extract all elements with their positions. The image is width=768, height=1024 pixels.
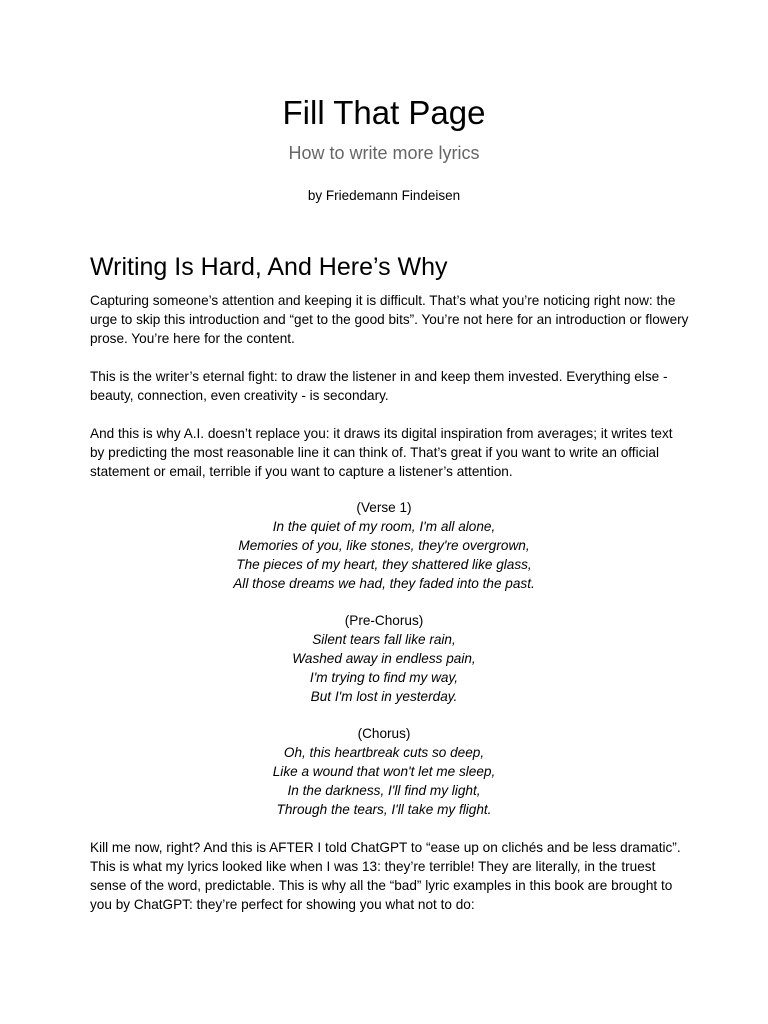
lyric-line: Like a wound that won't let me sleep, <box>272 764 496 779</box>
lyric-line: Through the tears, I'll take my flight. <box>276 802 492 817</box>
lyric-line: Oh, this heartbreak cuts so deep, <box>283 745 485 760</box>
stanza-label: (Pre-Chorus) <box>344 613 424 628</box>
book-subtitle: How to write more lyrics <box>288 143 480 163</box>
lyric-line: Washed away in endless pain, <box>292 651 476 666</box>
section-heading: Writing Is Hard, And Here’s Why <box>90 253 448 281</box>
author-byline: by Friedemann Findeisen <box>307 188 461 203</box>
stanza-label: (Chorus) <box>357 726 411 741</box>
paragraph: Capturing someone’s attention and keeping it is difficult. That’s what you’re noticing right now: the urge to skip this introduction and “get to the good bits”. You’re not here for an introduction or flowery prose. You’re here for the content. <box>90 293 689 346</box>
lyric-line: In the darkness, I'll find my light, <box>287 783 481 798</box>
lyric-line: All those dreams we had, they faded into the past. <box>233 576 535 591</box>
lyric-stanza-chorus <box>90 724 678 819</box>
lyric-stanza-pre-chorus <box>90 611 678 706</box>
book-title: Fill That Page <box>282 94 486 131</box>
lyric-line: Memories of you, like stones, they're overgrown, <box>238 538 530 553</box>
lyric-line: In the quiet of my room, I'm all alone, <box>272 519 496 534</box>
lyric-line: But I'm lost in yesterday. <box>310 689 458 704</box>
lyric-stanza-verse <box>90 498 678 593</box>
paragraph: And this is why A.I. doesn’t replace you: it draws its digital inspiration from averages; it writes text by predicting the most reasonable line it can think of. That’s great if you want to write an official statement or email, terrible if you want to capture a listener’s attention. <box>90 426 673 479</box>
lyric-line: Silent tears fall like rain, <box>312 632 456 647</box>
lyric-line: I'm trying to find my way, <box>309 670 459 685</box>
paragraph: Kill me now, right? And this is AFTER I told ChatGPT to “ease up on clichés and be less dramatic”. This is what my lyrics looked like when I was 13: they’re terrible! They are literally, in the truest sense of the word, predictable. This is why all the “bad” lyric examples in this book are brought to you by ChatGPT: they’re perfect for showing you what not to do: <box>90 840 681 912</box>
stanza-label: (Verse 1) <box>356 500 412 515</box>
lyric-line: The pieces of my heart, they shattered like glass, <box>236 557 532 572</box>
paragraph: This is the writer’s eternal fight: to draw the listener in and keep them invested. Everything else - beauty, connection, even creativity - is secondary. <box>90 369 668 403</box>
